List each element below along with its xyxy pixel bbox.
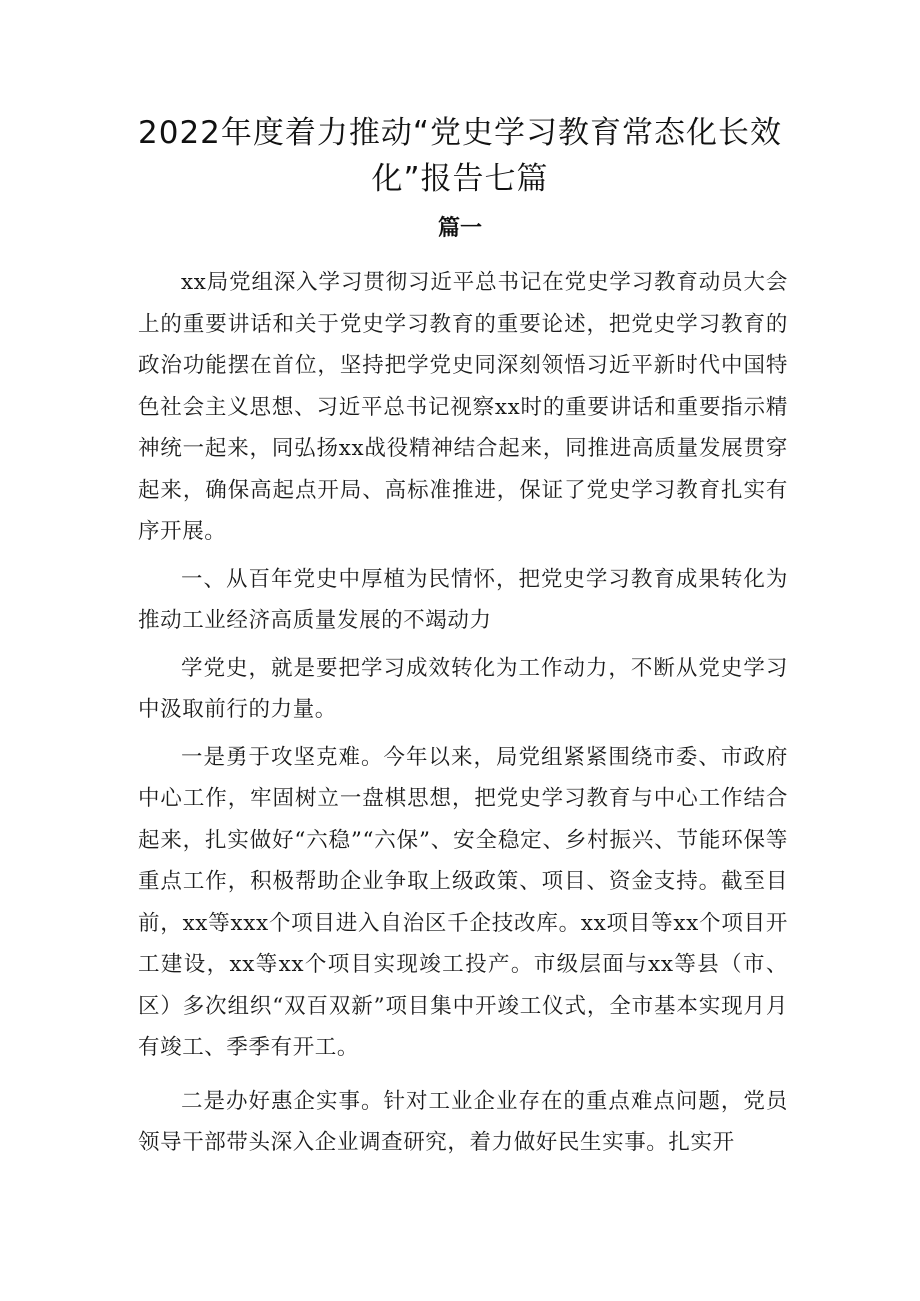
document-title: 2022年度着力推动“党史学习教育常态化长效化”报告七篇: [138, 115, 782, 197]
paragraph-point-two: 二是办好惠企实事。针对工业企业存在的重点难点问题，党员领导干部带头深入企业调查研究，着力做好民生实事。扎实开: [138, 1088, 788, 1155]
paragraph-study-history: 学党史，就是要把学习成效转化为工作动力，不断从党史学习中汲取前行的力量。: [138, 655, 788, 722]
section-heading: 篇一: [437, 216, 482, 241]
paragraph-heading-one: 一、从百年党史中厚植为民情怀，把党史学习教育成果转化为推动工业经济高质量发展的不竭动力: [138, 566, 788, 633]
paragraph-point-one: 一是勇于攻坚克难。今年以来，局党组紧紧围绕市委、市政府中心工作，牢固树立一盘棋思想，把党史学习教育与中心工作结合起来，扎实做好“六稳”“六保”、安全稳定、乡村振兴、节能环保等重点工作，积极帮助企业争取上级政策、项目、资金支持。截至目前，xx等xxx个项目进入自治区千企技改库。xx项目等xx个项目开工建设，xx等xx个项目实现竣工投产。市级层面与xx等县（市、区）多次组织“双百双新”项目集中开竣工仪式，全市基本实现月月有竣工、季季有开工。: [138, 744, 788, 1060]
document-body: [138, 262, 788, 1164]
paragraph-intro: xx局党组深入学习贯彻习近平总书记在党史学习教育动员大会上的重要讲话和关于党史学习教育的重要论述，把党史学习教育的政治功能摆在首位，坚持把学党史同深刻领悟习近平新时代中国特色社会主义思想、习近平总书记视察xx时的重要讲话和重要指示精神统一起来，同弘扬xx战役精神结合起来，同推进高质量发展贯穿起来，确保高起点开局、高标准推进，保证了党史学习教育扎实有序开展。: [138, 270, 788, 544]
